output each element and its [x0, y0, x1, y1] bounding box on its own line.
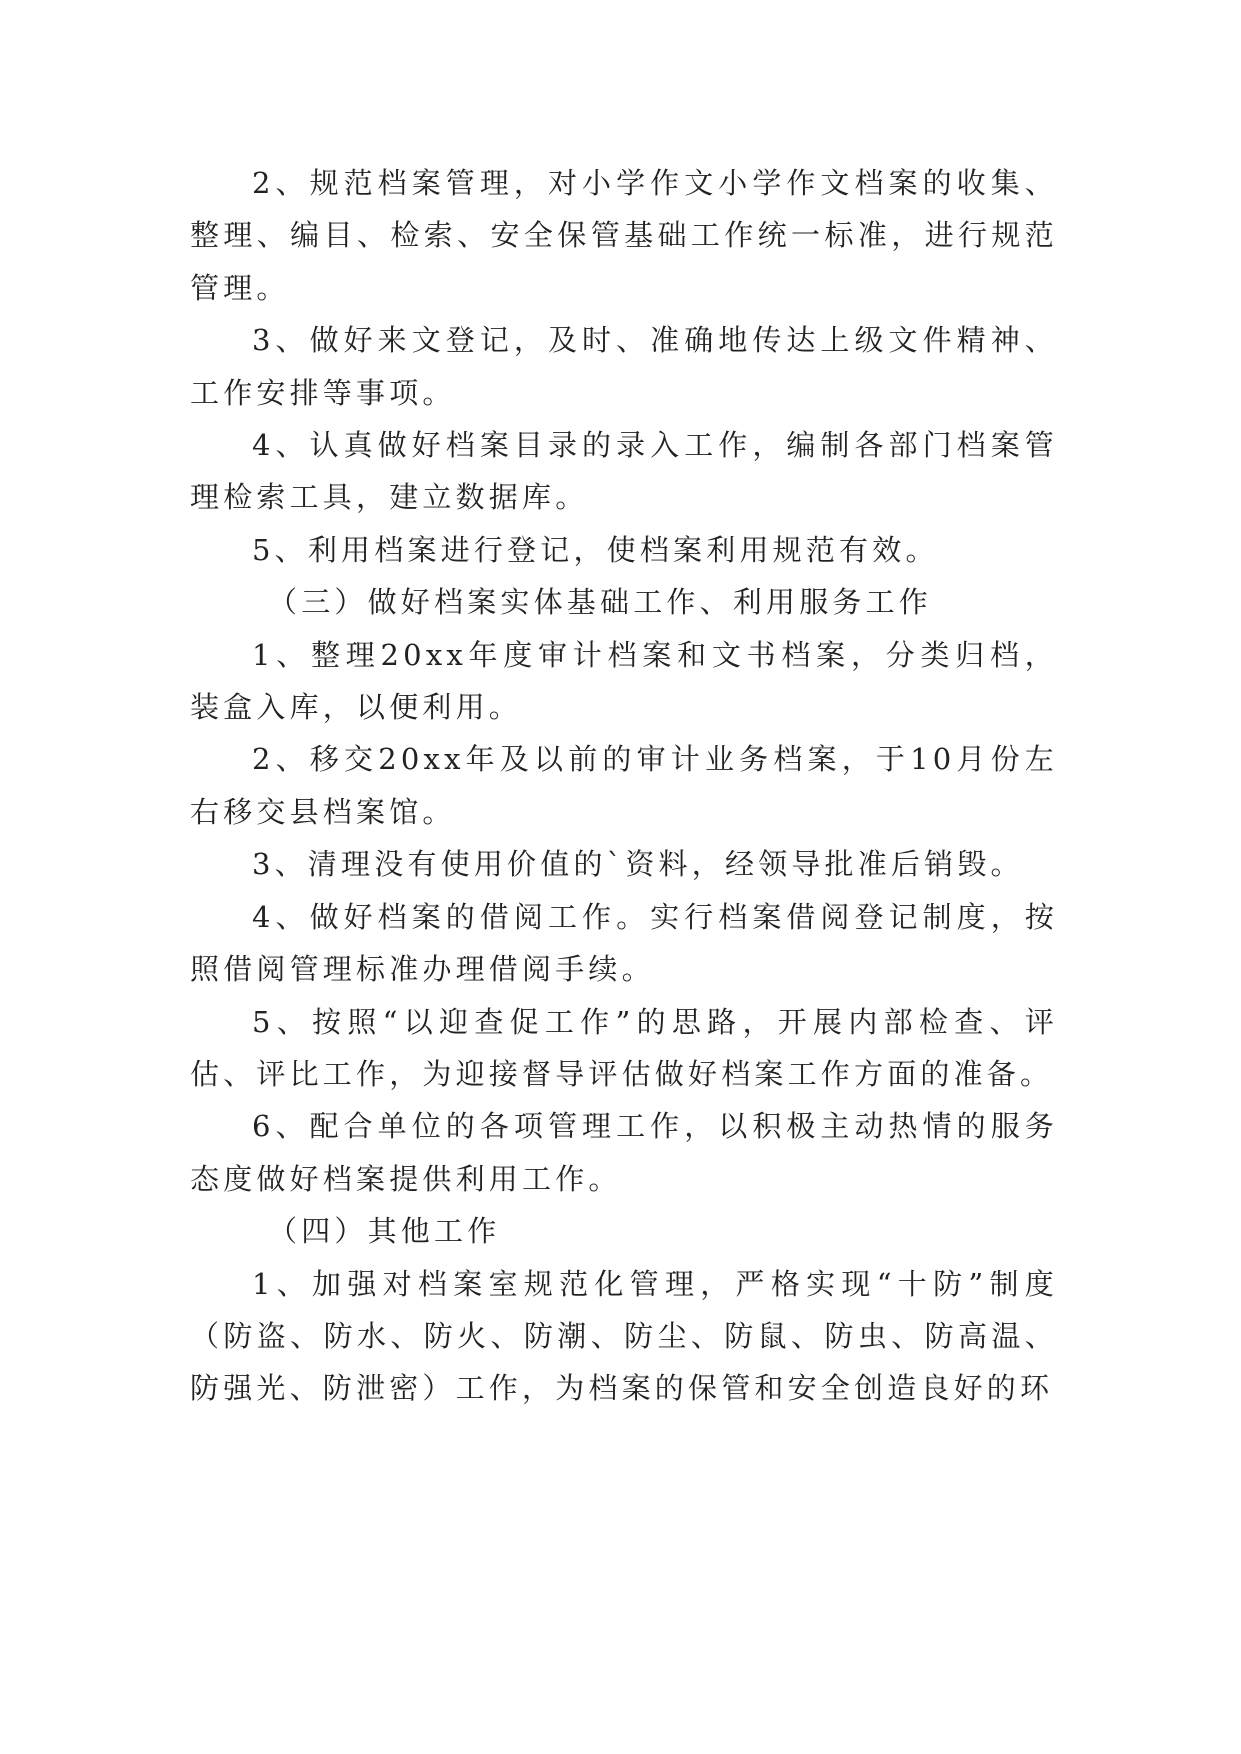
paragraph-10: 6、配合单位的各项管理工作，以积极主动热情的服务态度做好档案提供利用工作。: [190, 1109, 1058, 1196]
document-body: [190, 157, 1058, 1415]
section-heading-3: （三）做好档案实体基础工作、利用服务工作: [268, 585, 933, 620]
paragraph-7: 3、清理没有使用价值的`资料，经领导批准后销毁。: [252, 847, 1024, 882]
paragraph-8: 4、做好档案的借阅工作。实行档案借阅登记制度，按照借阅管理标准办理借阅手续。: [190, 899, 1058, 987]
paragraph-4: 5、利用档案进行登记，使档案利用规范有效。: [252, 532, 939, 567]
paragraph-2: 3、做好来文登记，及时、准确地传达上级文件精神、工作安排等事项。: [190, 323, 1058, 410]
paragraph-5: 1、整理20xx年度审计档案和文书档案，分类归档，装盒入库，以便利用。: [190, 637, 1058, 725]
paragraph-11: 1、加强对档案室规范化管理，严格实现“十防”制度（防盗、防水、防火、防潮、防尘、防鼠、防虫、防高温、防强光、防泄密）工作，为档案的保管和安全创造良好的环: [190, 1266, 1058, 1406]
paragraph-3: 4、认真做好档案目录的录入工作，编制各部门档案管理检索工具，建立数据库。: [190, 428, 1058, 515]
section-heading-4: （四）其他工作: [268, 1214, 501, 1249]
paragraph-9: 5、按照“以迎查促工作”的思路，开展内部检查、评估、评比工作，为迎接督导评估做好档案工作方面的准备。: [190, 1004, 1058, 1091]
paragraph-6: 2、移交20xx年及以前的审计业务档案，于10月份左右移交县档案馆。: [190, 742, 1058, 829]
paragraph-1: 2、规范档案管理，对小学作文小学作文档案的收集、整理、编目、检索、安全保管基础工作统一标准，进行规范管理。: [190, 166, 1058, 305]
